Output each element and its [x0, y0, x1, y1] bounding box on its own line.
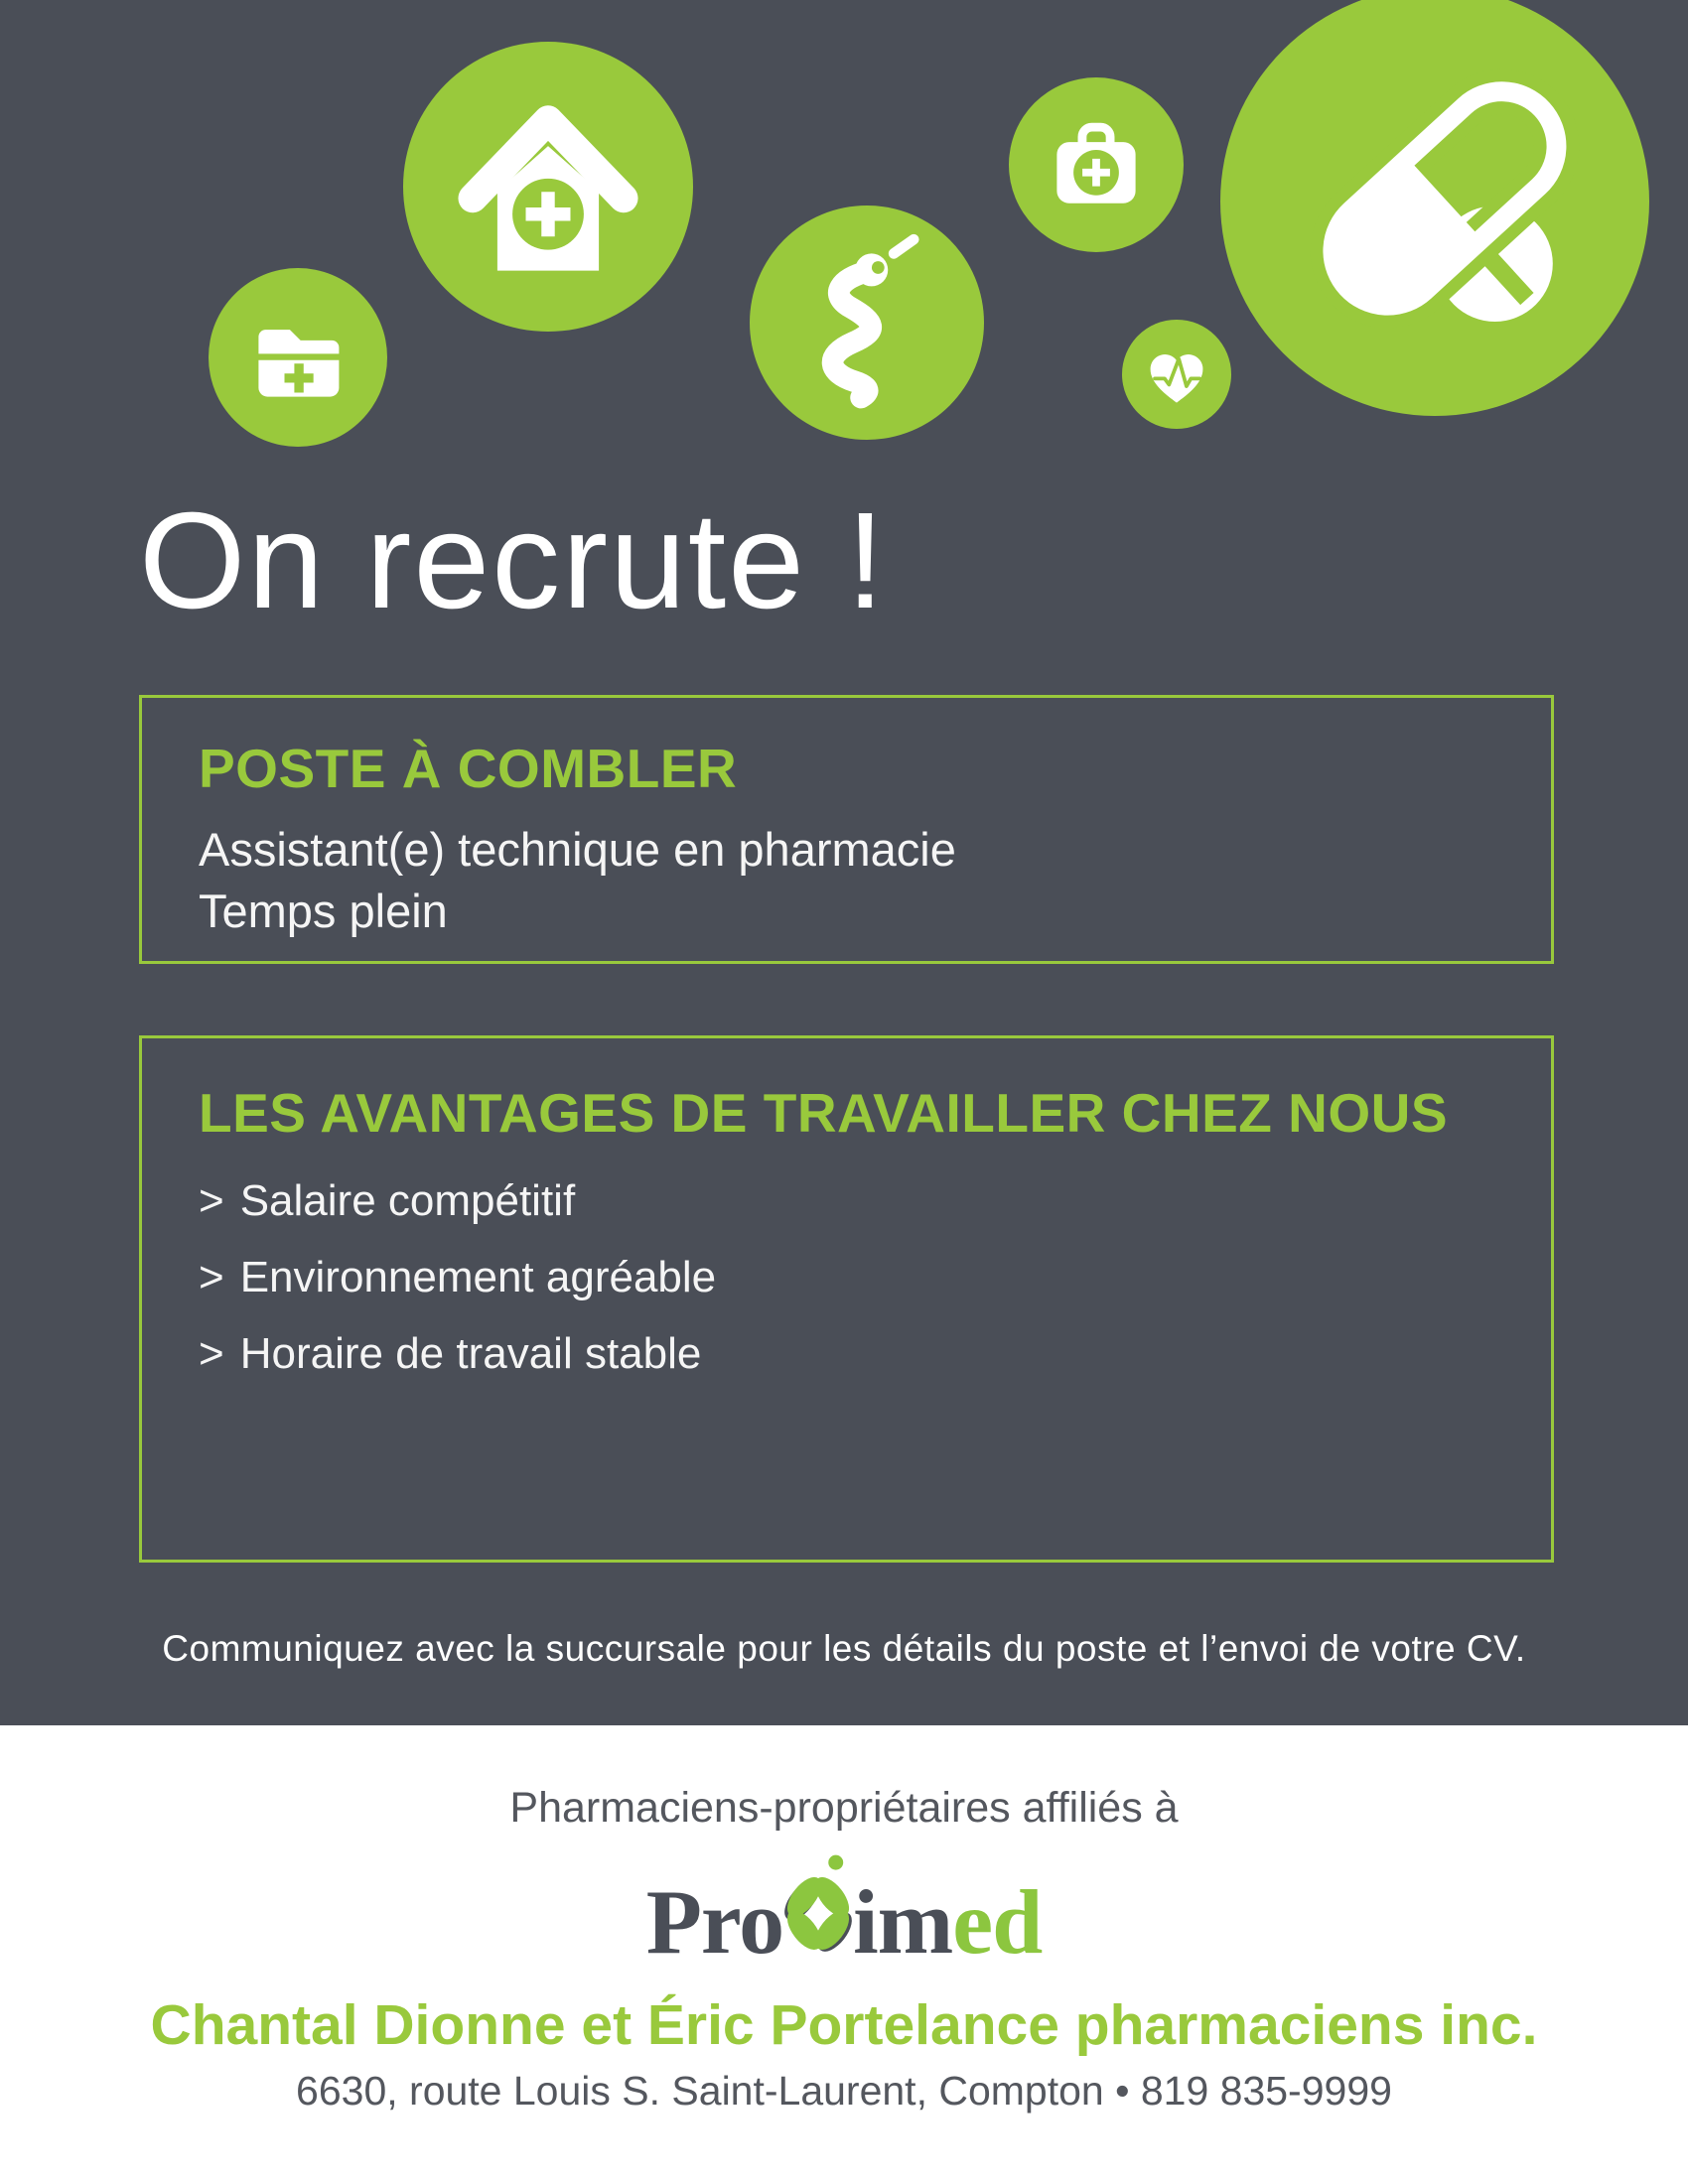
position-title: Assistant(e) technique en pharmacie [199, 823, 956, 877]
footer-section [0, 1725, 1688, 2184]
bullet-chevron: > [199, 1253, 224, 1302]
benefit-item [199, 1176, 1511, 1226]
medical-house-icon [403, 42, 693, 332]
benefit-item [199, 1253, 1511, 1302]
position-box-lines [199, 819, 1511, 942]
first-aid-kit-icon [1009, 77, 1184, 252]
logo-text-pro: Pro [645, 1871, 784, 1973]
proximed-logo [0, 1839, 1688, 1973]
benefit-text: Environnement agréable [239, 1253, 717, 1302]
position-schedule: Temps plein [199, 885, 448, 938]
benefits-list [199, 1176, 1511, 1379]
logo-text-im: im [853, 1871, 953, 1973]
heart-pulse-icon [1122, 320, 1231, 429]
bullet-chevron: > [199, 1176, 224, 1226]
position-box-heading: POSTE À COMBLER [199, 738, 738, 799]
pill-capsule-icon [1220, 0, 1649, 416]
benefit-text: Horaire de travail stable [239, 1329, 702, 1379]
bullet-chevron: > [199, 1329, 224, 1379]
page-title: On recrute ! [139, 484, 887, 637]
logo-x-petals-icon [776, 1844, 860, 1968]
benefit-text: Salaire compétitif [239, 1176, 576, 1226]
address-line: 6630, route Louis S. Saint-Laurent, Compton • 819 835-9999 [296, 2068, 1392, 2114]
affiliation-line: Pharmaciens-propriétaires affiliés à [509, 1784, 1179, 1832]
benefits-box-heading: LES AVANTAGES DE TRAVAILLER CHEZ NOUS [199, 1082, 1449, 1144]
owners-line: Chantal Dionne et Éric Portelance pharmaciens inc. [150, 1993, 1538, 2057]
benefit-item [199, 1329, 1511, 1379]
logo-text-ed: ed [952, 1871, 1043, 1973]
benefits-box [139, 1035, 1554, 1563]
position-box [139, 695, 1554, 964]
folder-plus-icon [209, 268, 387, 447]
asclepius-snake-icon [750, 205, 984, 440]
contact-note: Communiquez avec la succursale pour les détails du poste et l’envoi de votre CV. [162, 1628, 1526, 1669]
